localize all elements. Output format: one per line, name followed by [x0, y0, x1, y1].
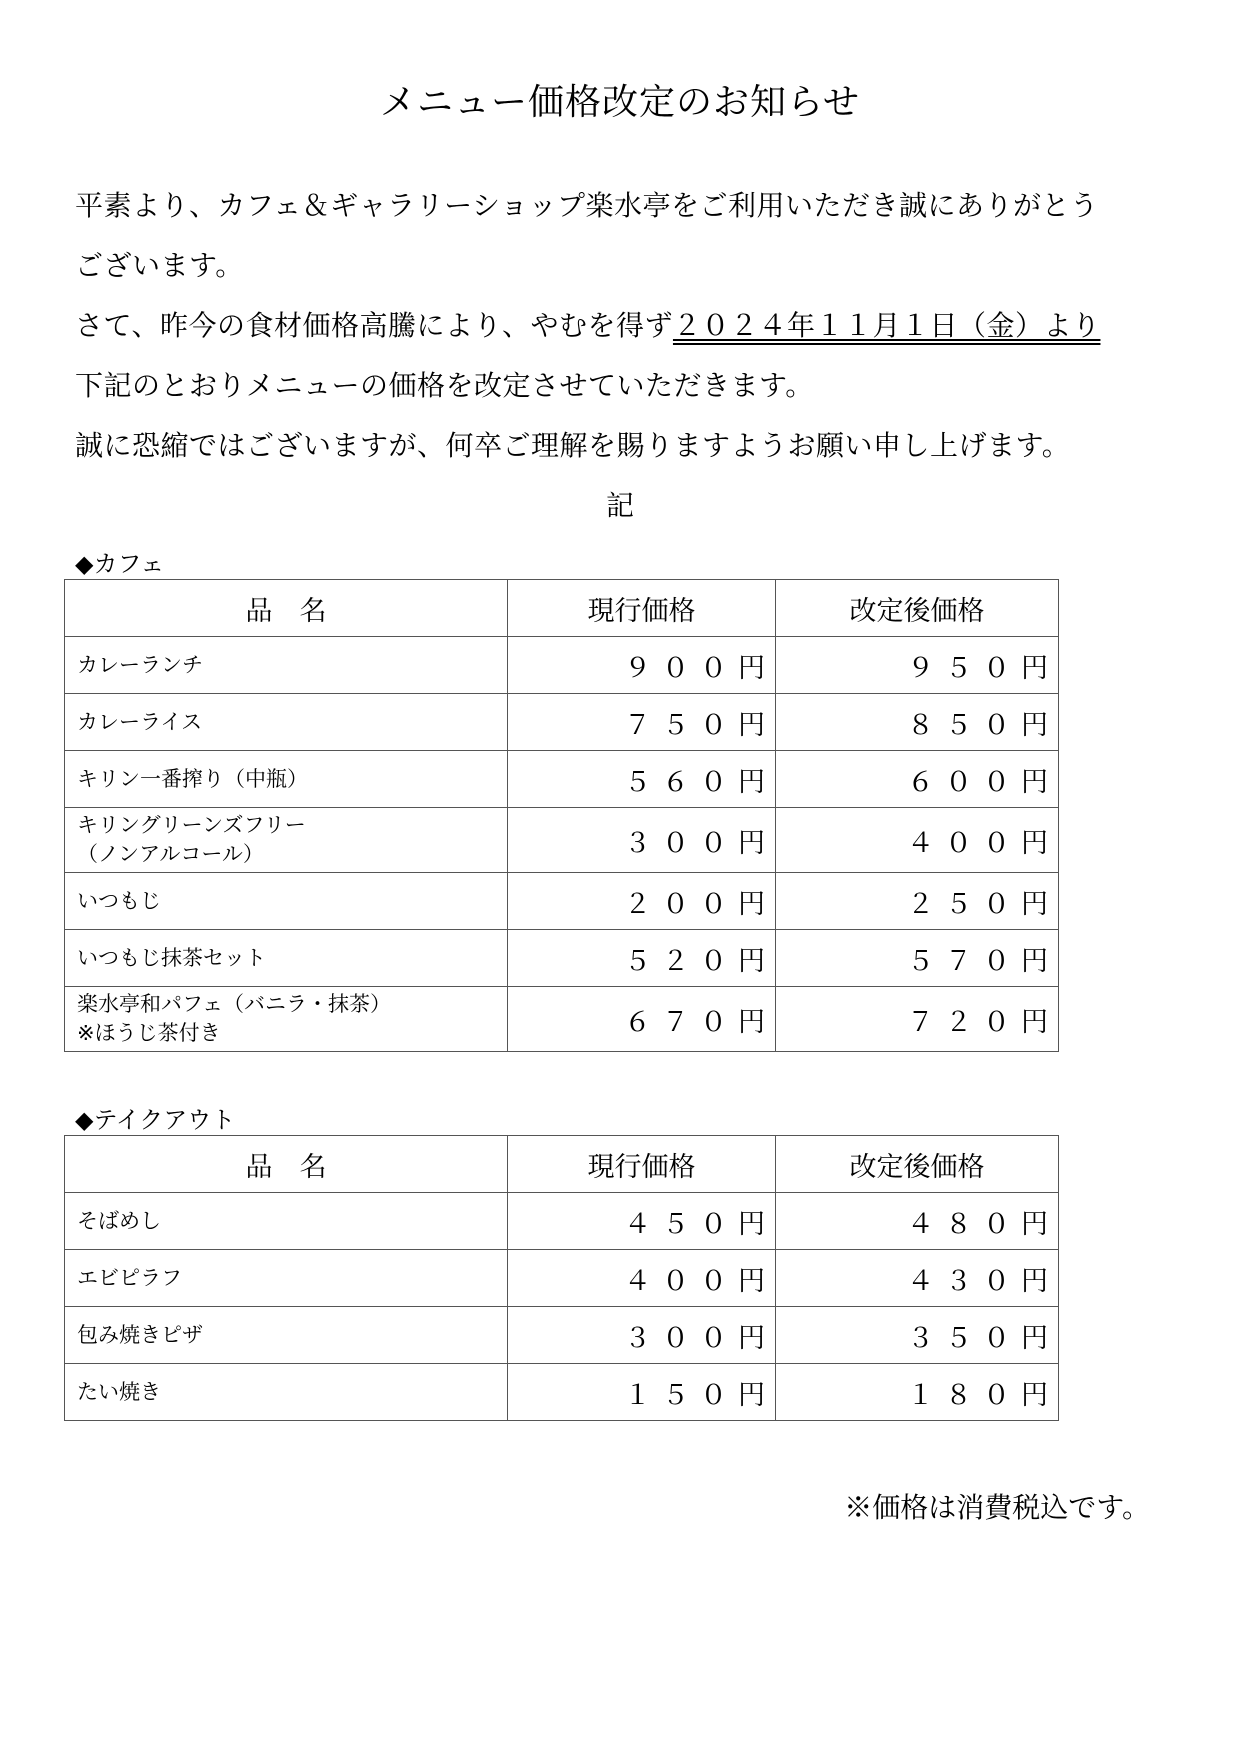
yen-unit: 円: [738, 652, 765, 684]
yen-unit: 円: [1021, 827, 1048, 859]
yen-unit: 円: [738, 766, 765, 798]
current-price: [508, 1250, 776, 1307]
item-name-line-1: いつもじ抹茶セット: [77, 945, 266, 970]
item-name: [65, 873, 508, 930]
item-name: [65, 1307, 508, 1364]
current-price: [508, 930, 776, 987]
table-row: [65, 1193, 1059, 1250]
current-price: [508, 751, 776, 808]
revised-price: [776, 1250, 1059, 1307]
revised-price-value: ５７０: [907, 945, 1021, 977]
revised-price: [776, 637, 1059, 694]
yen-unit: 円: [1021, 1322, 1048, 1354]
yen-unit: 円: [1021, 709, 1048, 741]
table-row: [65, 694, 1059, 751]
cafe-section-label: ◆カフェ: [75, 550, 165, 578]
yen-unit: 円: [738, 1006, 765, 1038]
current-price: [508, 987, 776, 1052]
current-price: [508, 694, 776, 751]
revised-price-value: ６００: [907, 766, 1021, 798]
header-name: 品 名: [65, 1136, 508, 1193]
table-row: [65, 987, 1059, 1052]
yen-unit: 円: [738, 888, 765, 920]
yen-unit: 円: [1021, 652, 1048, 684]
item-name: [65, 808, 508, 873]
yen-unit: 円: [1021, 945, 1048, 977]
revised-price-value: １８０: [907, 1379, 1021, 1411]
ki-heading: 記: [605, 489, 634, 522]
table-row: [65, 1307, 1059, 1364]
yen-unit: 円: [1021, 1006, 1048, 1038]
current-price-value: ２００: [624, 888, 738, 920]
header-name: 品 名: [65, 580, 508, 637]
current-price: [508, 1193, 776, 1250]
table-row: [65, 808, 1059, 873]
revised-price-value: ９５０: [907, 652, 1021, 684]
revised-price: [776, 987, 1059, 1052]
revised-price-value: ２５０: [907, 888, 1021, 920]
current-price: [508, 873, 776, 930]
item-name-line-2: （ノンアルコール）: [77, 842, 264, 866]
table-row: [65, 637, 1059, 694]
item-name: [65, 1193, 508, 1250]
yen-unit: 円: [738, 945, 765, 977]
item-name-line-1: 楽水亭和パフェ（バニラ・抹茶）: [77, 992, 391, 1016]
item-name: [65, 930, 508, 987]
revised-price: [776, 751, 1059, 808]
current-price-value: ４００: [624, 1265, 738, 1297]
revised-price: [776, 1364, 1059, 1421]
yen-unit: 円: [1021, 1208, 1048, 1240]
header-current-price: 現行価格: [508, 1136, 776, 1193]
notice-prefix: さて、昨今の食材価格高騰により、やむを得ず: [75, 309, 673, 342]
yen-unit: 円: [1021, 1379, 1048, 1411]
notice-line-2: 下記のとおりメニューの価格を改定させていただきます。: [75, 369, 814, 402]
yen-unit: 円: [738, 827, 765, 859]
current-price-value: ９００: [624, 652, 738, 684]
greeting-line-2: ございます。: [75, 249, 244, 282]
revised-price: [776, 1307, 1059, 1364]
item-name: [65, 1364, 508, 1421]
takeout-section-label: ◆テイクアウト: [75, 1106, 236, 1134]
yen-unit: 円: [738, 1208, 765, 1240]
current-price: [508, 808, 776, 873]
yen-unit: 円: [1021, 766, 1048, 798]
effective-date: ２０２４年１１月１日（金）より: [672, 309, 1101, 342]
current-price-value: １５０: [624, 1379, 738, 1411]
table-row: [65, 873, 1059, 930]
header-current-price: 現行価格: [508, 580, 776, 637]
yen-unit: 円: [738, 1379, 765, 1411]
greeting-line-1: 平素より、カフェ＆ギャラリーショップ楽水亭をご利用いただき誠にありがとう: [75, 189, 1099, 222]
header-revised-price: 改定後価格: [776, 1136, 1059, 1193]
revised-price: [776, 1193, 1059, 1250]
revised-price: [776, 808, 1059, 873]
item-name-line-1: キリングリーンズフリー: [77, 813, 306, 837]
cafe-price-table: [64, 579, 1059, 1052]
current-price-value: ５２０: [624, 945, 738, 977]
table-row: [65, 930, 1059, 987]
apology-line: 誠に恐縮ではございますが、何卒ご理解を賜りますようお願い申し上げます。: [75, 429, 1071, 462]
current-price-value: ５６０: [624, 766, 738, 798]
revised-price-value: ４００: [907, 827, 1021, 859]
current-price-value: ４５０: [624, 1208, 738, 1240]
revised-price-value: ８５０: [907, 709, 1021, 741]
item-name-line-1: たい焼き: [77, 1379, 161, 1404]
current-price-value: ３００: [624, 1322, 738, 1354]
yen-unit: 円: [738, 709, 765, 741]
table-row: [65, 1250, 1059, 1307]
item-name: [65, 1250, 508, 1307]
header-revised-price: 改定後価格: [776, 580, 1059, 637]
revised-price-value: ３５０: [907, 1322, 1021, 1354]
page-title: メニュー価格改定のお知らせ: [380, 82, 860, 123]
item-name-line-1: いつもじ: [77, 888, 161, 913]
yen-unit: 円: [738, 1265, 765, 1297]
yen-unit: 円: [1021, 1265, 1048, 1297]
revised-price-value: ４８０: [907, 1208, 1021, 1240]
item-name: [65, 694, 508, 751]
current-price: [508, 1307, 776, 1364]
revised-price: [776, 694, 1059, 751]
item-name-line-1: カレーランチ: [77, 652, 203, 677]
item-name-line-1: 包み焼きピザ: [77, 1322, 203, 1347]
revised-price: [776, 930, 1059, 987]
item-name-line-2: ※ほうじ茶付き: [77, 1021, 221, 1045]
current-price-value: ７５０: [624, 709, 738, 741]
current-price-value: ３００: [624, 827, 738, 859]
revised-price-value: ４３０: [907, 1265, 1021, 1297]
yen-unit: 円: [738, 1322, 765, 1354]
item-name-line-1: キリン一番搾り（中瓶）: [77, 766, 308, 791]
item-name: [65, 987, 508, 1052]
item-name-line-1: カレーライス: [77, 709, 203, 734]
table-row: [65, 1364, 1059, 1421]
table-row: [65, 751, 1059, 808]
item-name: [65, 637, 508, 694]
item-name-line-1: エビピラフ: [77, 1265, 182, 1290]
revised-price-value: ７２０: [907, 1006, 1021, 1038]
current-price-value: ６７０: [624, 1006, 738, 1038]
revised-price: [776, 873, 1059, 930]
yen-unit: 円: [1021, 888, 1048, 920]
current-price: [508, 637, 776, 694]
takeout-price-table: [64, 1135, 1059, 1421]
current-price: [508, 1364, 776, 1421]
item-name-line-1: そばめし: [77, 1208, 161, 1233]
notice-line-1: [75, 304, 1100, 344]
item-name: [65, 751, 508, 808]
tax-note: ※価格は消費税込です。: [844, 1491, 1150, 1524]
